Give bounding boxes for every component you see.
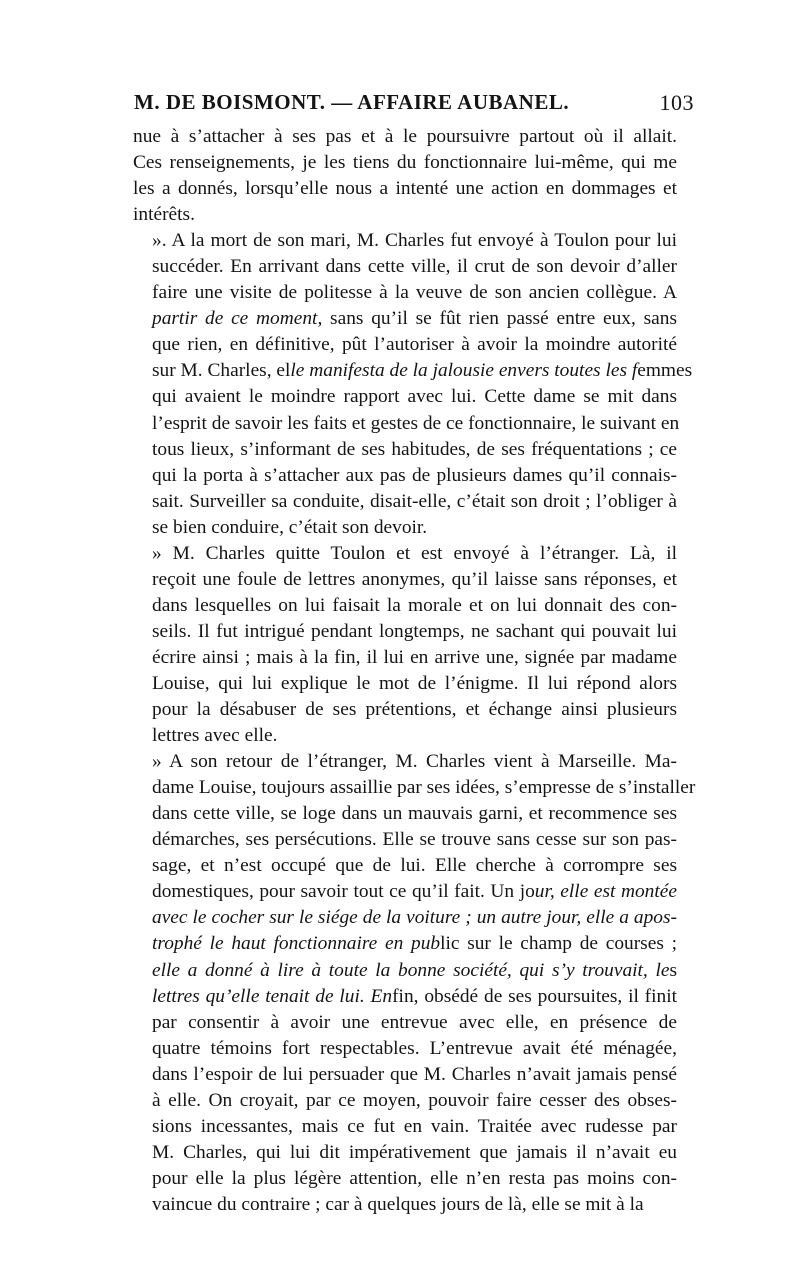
text-line: à elle. On croyait, par ce moyen, pouvoir faire cesser des obses- — [152, 1089, 677, 1111]
text-line: qui la porta à s’attacher aux pas de plusieurs dames qu’il connais- — [152, 464, 677, 486]
text-line: elle a donné à lire à toute la bonne société, qui s’y trouvait, les — [152, 959, 677, 981]
text-line: partir de ce moment, sans qu’il se fût rien passé entre eux, sans — [152, 308, 677, 330]
text-line: dans l’espoir de lui persuader que M. Charles n’avait jamais pensé — [152, 1063, 677, 1085]
text-line: tous lieux, s’informant de ses habitudes, de ses fréquentations ; ce — [152, 438, 677, 460]
text-line: trophé le haut fonctionnaire en public sur le champ de courses ; — [152, 933, 677, 955]
text-line: que rien, en définitive, pût l’autoriser à avoir la moindre autorité — [152, 334, 677, 356]
text-line: vaincue du contraire ; car à quelques jours de là, elle se mit à la — [152, 1193, 644, 1215]
running-title: M. DE BOISMONT. — AFFAIRE AUBANEL. — [134, 90, 570, 114]
text-line: faire une visite de politesse à la veuve de son ancien collègue. A — [152, 282, 677, 304]
paragraph — [133, 749, 696, 1218]
text-line: sions incessantes, mais ce fut en vain. Traitée avec rudesse par — [152, 1115, 677, 1137]
text-line: les a donnés, lorsqu’elle nous a intenté une action en dommages et — [133, 178, 677, 200]
text-line: quatre témoins fort respectables. L’entrevue avait été ménagée, — [152, 1037, 677, 1059]
text-line: nue à s’attacher à ses pas et à le poursuivre partout où il allait. — [133, 126, 677, 147]
page-number: 103 — [659, 90, 694, 115]
text-line: dans cette ville, se loge dans un mauvais garni, et recommence ses — [152, 803, 677, 825]
text-line: dame Louise, toujours assaillie par ses idées, s’empresse de s’installer — [152, 777, 696, 799]
text-line: intérêts. — [133, 204, 195, 226]
text-line: dans lesquelles on lui faisait la morale et on lui donnait des con- — [152, 594, 677, 616]
text-line: sait. Surveiller sa conduite, disait-elle, c’était son droit ; l’obliger à — [152, 490, 677, 512]
text-line: ». A la mort de son mari, M. Charles fut envoyé à Toulon pour lui — [152, 230, 677, 252]
text-line: seils. Il fut intrigué pendant longtemps, ne sachant qui pouvait lui — [152, 620, 677, 642]
text-line: » A son retour de l’étranger, M. Charles vient à Marseille. Ma- — [152, 751, 677, 773]
text-line: Ces renseignements, je les tiens du fonctionnaire lui-même, qui me — [133, 152, 677, 174]
paragraph — [133, 124, 677, 228]
paragraph — [133, 541, 677, 749]
text-line: succéder. En arrivant dans cette ville, il crut de son devoir d’aller — [152, 256, 677, 278]
text-line: lettres avec elle. — [152, 725, 278, 747]
text-line: domestiques, pour savoir tout ce qu’il fait. Un jour, elle est montée — [152, 881, 677, 903]
text-line: écrire ainsi ; mais à la fin, il lui en arrive une, signée par madame — [152, 646, 677, 668]
text-line: pour elle la plus légère attention, elle n’en resta pas moins con- — [152, 1167, 677, 1189]
text-line: sage, et n’est occupé que de lui. Elle cherche à corrompre ses — [152, 855, 677, 877]
text-line: pour la désabuser de ses prétentions, et échange ainsi plusieurs — [152, 699, 677, 721]
text-line: avec le cocher sur le siége de la voiture ; un autre jour, elle a apos- — [152, 907, 677, 929]
text-line: M. Charles, qui lui dit impérativement que jamais il n’avait eu — [152, 1141, 677, 1163]
text-line: Louise, qui lui explique le mot de l’énigme. Il lui répond alors — [152, 672, 677, 694]
text-line: qui avaient le moindre rapport avec lui. Cette dame se mit dans — [152, 386, 677, 408]
body-text — [133, 124, 696, 1218]
text-line: » M. Charles quitte Toulon et est envoyé à l’étranger. Là, il — [152, 542, 677, 564]
text-line: sur M. Charles, elle manifesta de la jalousie envers toutes les femmes — [152, 360, 693, 382]
text-line: lettres qu’elle tenait de lui. Enfin, obsédé de ses poursuites, il finit — [152, 985, 678, 1007]
text-line: reçoit une foule de lettres anonymes, qu’il laisse sans réponses, et — [152, 568, 677, 590]
text-line: démarches, ses persécutions. Elle se trouve sans cesse sur son pas- — [152, 829, 677, 851]
running-head — [134, 90, 694, 115]
text-line: se bien conduire, c’était son devoir. — [152, 516, 428, 538]
paragraph — [133, 228, 693, 541]
text-line: par consentir à avoir une entrevue avec elle, en présence de — [152, 1011, 677, 1033]
text-line: l’esprit de savoir les faits et gestes de ce fonctionnaire, le suivant en — [152, 412, 680, 434]
